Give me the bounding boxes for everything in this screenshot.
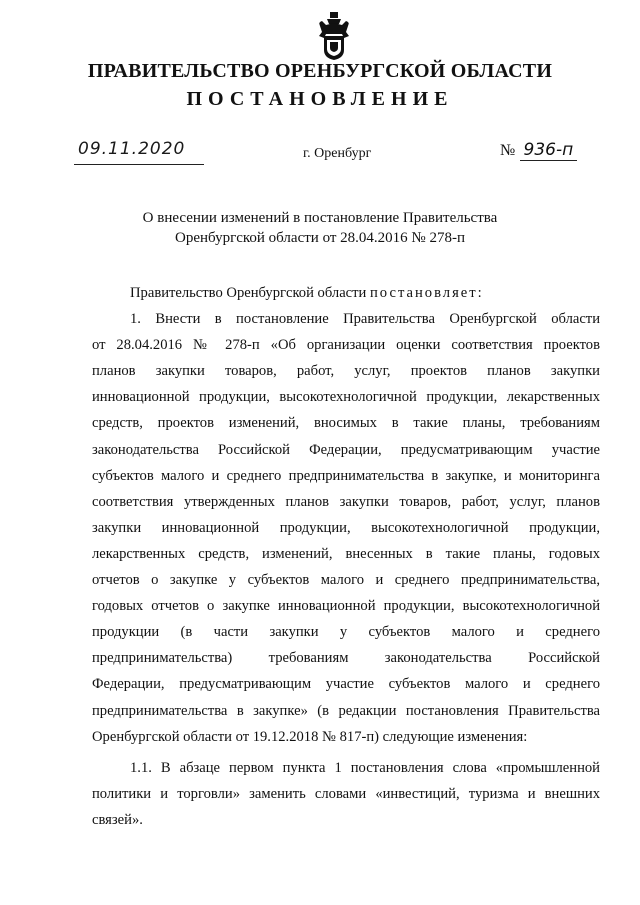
- body-line: планов закупки товаров, работ, услуг, проектов планов закупки: [92, 363, 600, 380]
- body-line: средств, проектов изменений, вносимых в такие планы, требованиям: [92, 415, 600, 432]
- body-line: связей».: [92, 811, 143, 828]
- number-sign: №: [500, 142, 516, 159]
- body-line: продукции (в части закупки у субъектов малого и среднего: [92, 624, 600, 641]
- body-line: Оренбургской области от 19.12.2018 № 817-п) следующие изменения:: [92, 728, 528, 745]
- intro-spaced-text: постановляет:: [370, 285, 484, 301]
- subject-line: О внесении изменений в постановление Правительства: [142, 210, 498, 226]
- body-line: 1.1. В абзаце первом пункта 1 постановления слова «промышленной: [130, 759, 600, 776]
- body-line: соответствия утвержденных планов закупки товаров, работ, услуг, планов: [92, 493, 600, 510]
- body-line: Федерации, предусматривающим участие субъектов малого и среднего: [92, 676, 600, 693]
- body-line: законодательства Российской Федерации, предусматривающим участие: [92, 441, 600, 458]
- document-number: [500, 140, 577, 160]
- body-line: субъектов малого и среднего предпринимательства в закупке, и мониторинга: [92, 467, 600, 484]
- document-subject: [0, 208, 640, 248]
- body-line: годовых отчетов о закупке инновационной продукции, высокотехнологичной: [92, 598, 600, 615]
- coat-of-arms-icon: [316, 12, 352, 62]
- body-line: отчетов о закупке у субъектов малого и среднего предпринимательства,: [92, 572, 600, 589]
- document-city: г. Оренбург: [303, 146, 372, 161]
- body-line: предпринимательства) требованиям законодательства Российской: [92, 650, 600, 667]
- document-body: [92, 280, 600, 833]
- body-line: лекарственных средств, изменений, внесенных в такие планы, годовых: [92, 545, 600, 562]
- organization-title: ПРАВИТЕЛЬСТВО ОРЕНБУРГСКОЙ ОБЛАСТИ: [87, 60, 553, 82]
- body-line: закупки инновационной продукции, высокотехнологичной продукции,: [92, 519, 600, 536]
- document-date: 09.11.2020: [78, 139, 186, 159]
- body-line: от 28.04.2016 № 278-п «Об организации оценки соответствия проектов: [92, 337, 600, 354]
- date-underline: [74, 164, 204, 165]
- subject-line: Оренбургской области от 28.04.2016 № 278-п: [174, 230, 466, 246]
- body-line: 1. Внести в постановление Правительства Оренбургской области: [130, 311, 600, 328]
- intro-text: Правительство Оренбургской области: [130, 285, 367, 301]
- body-line: политики и торговли» заменить словами «инвестиций, туризма и внешних: [92, 785, 600, 802]
- intro-paragraph: [92, 280, 600, 306]
- body-line: инновационной продукции, высокотехнологичной продукции, лекарственных: [92, 389, 600, 406]
- number-value: 936-п: [520, 140, 578, 161]
- body-line: предпринимательства в закупке» (в редакции постановления Правительства: [92, 702, 600, 719]
- document-type: ПОСТАНОВЛЕНИЕ: [186, 88, 454, 110]
